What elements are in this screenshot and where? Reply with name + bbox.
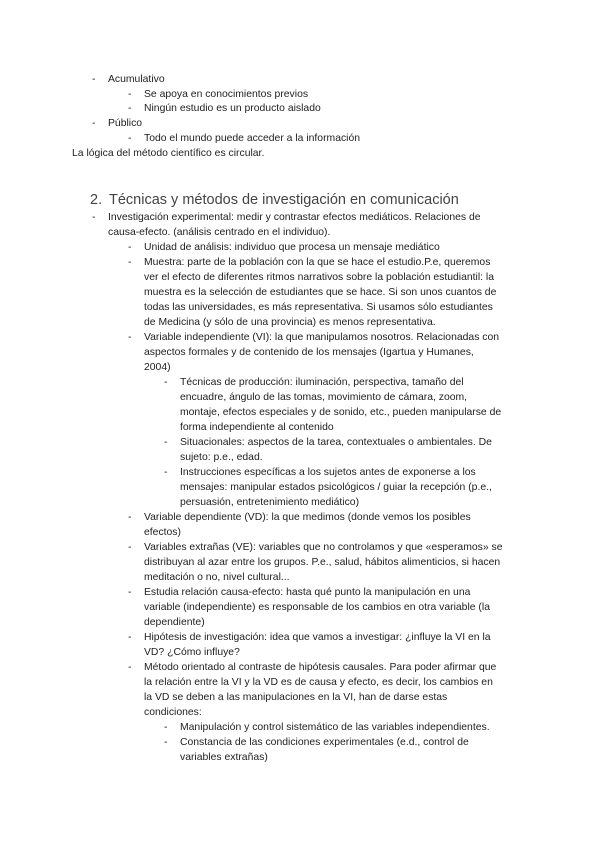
muestra-line: ver el efecto de diferentes ritmos narrativos sobre la población estudiantil: la	[144, 272, 495, 283]
vi-line: 2004)	[144, 362, 171, 373]
bullet-dash: -	[128, 662, 132, 673]
muestra-line: Muestra: parte de la población con la que se hace el estudio.P.e, queremos	[144, 257, 491, 268]
experimental-line: causa-efecto. (análisis centrado en el individuo).	[108, 227, 331, 238]
section-title: Técnicas y métodos de investigación en comunicación	[109, 192, 459, 208]
list-item-acumulativo: Acumulativo	[108, 74, 165, 85]
list-item: Se apoya en conocimientos previos	[144, 89, 309, 100]
vd-line: efectos)	[144, 527, 181, 538]
hipotesis-line: Hipótesis de investigación: idea que vamos a investigar: ¿influye la VI en la	[144, 632, 491, 643]
bullet-dash: -	[128, 103, 132, 114]
vi-item-line: Técnicas de producción: iluminación, perspectiva, tamaño del	[180, 377, 464, 388]
bullet-dash: -	[128, 89, 132, 100]
bullet-dash: -	[128, 332, 132, 343]
ve-line: meditación o no, nivel cultural...	[144, 572, 290, 583]
bullet-dash: -	[164, 437, 168, 448]
vi-item-line: forma independiente al contenido	[180, 422, 334, 433]
bullet-dash: -	[92, 74, 96, 85]
list-item: Todo el mundo puede acceder a la información	[144, 133, 361, 144]
section-number: 2.	[90, 192, 103, 208]
muestra-line: todas las universidades, es más representativa. Si usamos sólo estudiantes	[144, 302, 493, 313]
causa-line: variable (independiente) es responsable de los cambios en otra variable (la	[144, 602, 490, 613]
bullet-dash: -	[128, 542, 132, 553]
hipotesis-line: VD? ¿Cómo influye?	[144, 647, 240, 658]
bullet-dash: -	[92, 212, 96, 223]
experimental-line: Investigación experimental: medir y contrastar efectos mediáticos. Relaciones de	[108, 212, 481, 223]
bullet-dash: -	[128, 257, 132, 268]
causa-line: Estudia relación causa-efecto: hasta qué punto la manipulación en una	[144, 587, 471, 598]
bullet-dash: -	[164, 467, 168, 478]
metodo-line: la relación entre la VI y la VD es de causa y efecto, es decir, los cambios en	[144, 677, 493, 688]
bullet-dash: -	[164, 722, 168, 733]
vi-item-line: Instrucciones específicas a los sujetos antes de exponerse a los	[180, 467, 476, 478]
condicion-line: variables extrañas)	[180, 752, 268, 763]
list-item: Ningún estudio es un producto aislado	[144, 103, 321, 114]
section-heading	[90, 191, 459, 209]
vi-item-line: Situacionales: aspectos de la tarea, contextuales o ambientales. De	[180, 437, 492, 448]
bullet-dash: -	[128, 133, 132, 144]
vi-item-line: encuadre, ángulo de las tomas, movimiento de cámara, zoom,	[180, 392, 468, 403]
bullet-dash: -	[164, 377, 168, 388]
bullet-dash: -	[128, 632, 132, 643]
vi-item-line: montaje, efectos especiales y de sonido, etc., pueden manipularse de	[180, 407, 502, 418]
metodo-line: condiciones:	[144, 707, 202, 718]
condicion-line: Constancia de las condiciones experimentales (e.d., control de	[180, 737, 469, 748]
muestra-line: de Medicina (y sólo de una provincia) es menos representativa.	[144, 317, 436, 328]
vi-line: aspectos formales y de contenido de los mensajes (Igartua y Humanes,	[144, 347, 474, 358]
bullet-dash: -	[128, 242, 132, 253]
list-item-publico: Público	[108, 118, 143, 129]
condicion-line: Manipulación y control sistemático de las variables independientes.	[180, 722, 490, 733]
bullet-dash: -	[128, 512, 132, 523]
metodo-line: Método orientado al contraste de hipótesis causales. Para poder afirmar que	[144, 662, 497, 673]
muestra-line: muestra es la selección de estudiantes que se hace. Si son unos cuantos de	[144, 287, 497, 298]
vi-line: Variable independiente (VI): la que manipulamos nosotros. Relacionadas con	[144, 332, 500, 343]
ve-line: Variables extrañas (VE): variables que no controlamos y que «esperamos» se	[144, 542, 503, 553]
causa-line: dependiente)	[144, 617, 205, 628]
ve-line: distribuyan al azar entre los grupos. P.e., salud, hábitos alimenticios, si hacen	[144, 557, 501, 568]
bullet-dash: -	[92, 118, 96, 129]
metodo-line: la VD se deben a las manipulaciones en la VI, han de darse estas	[144, 692, 448, 703]
unidad-line: Unidad de análisis: individuo que procesa un mensaje mediático	[144, 242, 440, 253]
vd-line: Variable dependiente (VD): la que medimos (donde vemos los posibles	[144, 512, 471, 523]
bullet-dash: -	[128, 587, 132, 598]
vi-item-line: mensajes: manipular estados psicológicos / guiar la recepción (p.e.,	[180, 482, 492, 493]
bullet-dash: -	[164, 737, 168, 748]
logic-note: La lógica del método científico es circular.	[72, 148, 265, 159]
vi-item-line: persuasión, entretenimiento mediático)	[180, 497, 360, 508]
vi-item-line: sujeto: p.e., edad.	[180, 452, 263, 463]
